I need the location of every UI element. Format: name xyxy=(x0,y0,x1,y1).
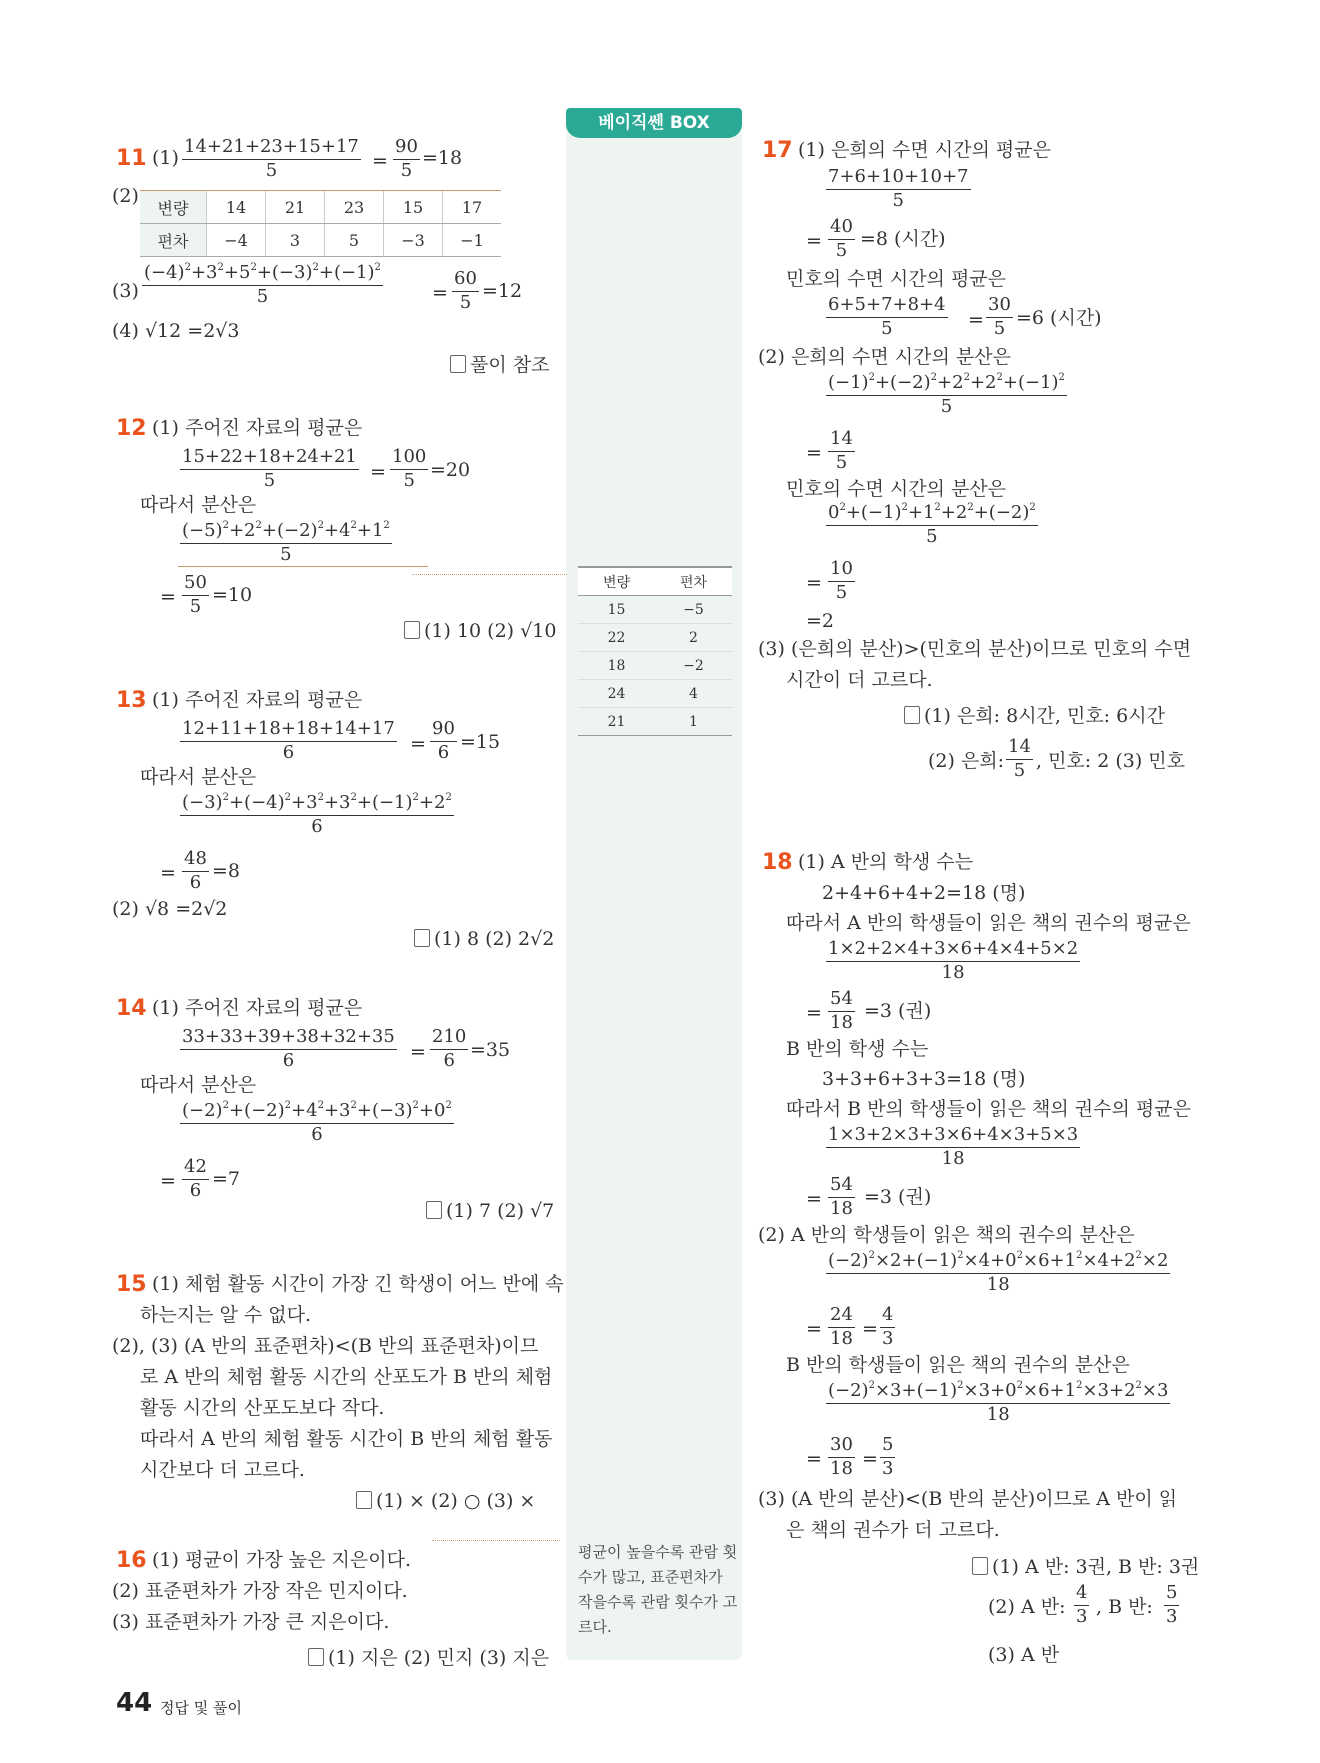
answer-icon xyxy=(904,706,920,724)
fraction: 24 18 xyxy=(830,1304,853,1349)
equals: = xyxy=(968,309,984,331)
result: =8 (시간) xyxy=(860,228,946,250)
equals: = xyxy=(862,1318,878,1340)
part-label: (2) xyxy=(112,185,139,207)
answer: (1) 지은 (2) 민지 (3) 지은 xyxy=(308,1643,549,1670)
result: =18 xyxy=(422,147,463,169)
text-line: 시간보다 더 고르다. xyxy=(140,1459,305,1481)
fraction: 14 5 xyxy=(1008,736,1031,781)
fraction: 14+21+23+15+17 5 xyxy=(184,136,359,181)
equals: = xyxy=(160,586,176,608)
equals: = xyxy=(806,1448,822,1470)
variance-fraction: $(-1)^2+(-2)^2+2^2+2^2+(-1)^2$ 5 xyxy=(828,372,1065,417)
part-line: (2) √8 =2√2 xyxy=(112,898,228,920)
equals: = xyxy=(806,1318,822,1340)
fraction: 14 5 xyxy=(830,428,853,473)
part-label: (3) xyxy=(112,280,139,302)
part-label: (1) xyxy=(152,147,179,169)
text-line: 2+4+6+4+2=18 (명) xyxy=(822,882,1026,904)
text-line: (2) A 반의 학생들이 읽은 책의 권수의 분산은 xyxy=(758,1224,1135,1246)
text-line: (1) 평균이 가장 높은 지은이다. xyxy=(152,1549,412,1571)
answer: 풀이 참조 xyxy=(450,350,549,377)
fraction: 40 5 xyxy=(830,216,853,261)
leader-line-16 xyxy=(432,1540,560,1541)
equals: = xyxy=(806,1002,822,1024)
answer: (1) A 반: 3권, B 반: 3권 xyxy=(972,1552,1199,1579)
result: =10 xyxy=(212,584,253,606)
text-line: (3) (A 반의 분산)<(B 반의 분산)이므로 A 반이 읽 xyxy=(758,1488,1178,1510)
text-line: 따라서 분산은 xyxy=(140,766,257,788)
fraction: 42 6 xyxy=(184,1156,207,1201)
equals: = xyxy=(862,1448,878,1470)
fraction: 48 6 xyxy=(184,848,207,893)
variance-fraction: $0^2+(-1)^2+1^2+2^2+(-2)^2$ 5 xyxy=(828,502,1036,547)
text-line: (3) 표준편차가 가장 큰 지은이다. xyxy=(112,1611,390,1633)
problem-number: 17 xyxy=(762,138,793,163)
equals: = xyxy=(806,230,822,252)
variance-fraction: $(-4)^2+3^2+5^2+(-3)^2+(-1)^2$ 5 xyxy=(144,262,381,307)
problem-number: 12 xyxy=(116,416,147,441)
text-line: (1) 체험 활동 시간이 가장 긴 학생이 어느 반에 속 xyxy=(152,1273,564,1295)
result: =6 (시간) xyxy=(1016,307,1102,329)
text-line: (1) A 반의 학생 수는 xyxy=(798,851,973,873)
equals: = xyxy=(370,461,386,483)
basic-box-sidebar xyxy=(566,110,742,1660)
fraction: 33+33+39+38+32+35 6 xyxy=(182,1026,395,1071)
highlight-underline xyxy=(178,566,428,567)
sidebar-deviation-table: 변량 편차 15 −5 22 2 18 −2 24 4 21 1 xyxy=(578,566,732,736)
equals: = xyxy=(410,733,426,755)
text-line: (2) 표준편차가 가장 작은 민지이다. xyxy=(112,1580,408,1602)
answer-icon xyxy=(356,1491,372,1509)
text-line: 따라서 B 반의 학생들이 읽은 책의 권수의 평균은 xyxy=(786,1098,1191,1120)
result: =3 (권) xyxy=(864,1000,932,1022)
page-number: 44 xyxy=(116,1688,153,1718)
fraction: 4 3 xyxy=(1076,1582,1088,1627)
text-line: (2) 은희의 수면 시간의 분산은 xyxy=(758,346,1011,368)
result: =15 xyxy=(460,731,501,753)
text-line: (2), (3) (A 반의 표준편차)<(B 반의 표준편차)이므 xyxy=(112,1335,539,1357)
fraction: 7+6+10+10+7 5 xyxy=(828,166,969,211)
text-line: 은 책의 권수가 더 고르다. xyxy=(786,1519,1000,1541)
text-line: 민호의 수면 시간의 분산은 xyxy=(786,478,1007,500)
fraction: 90 6 xyxy=(432,718,455,763)
result: =8 xyxy=(212,860,241,882)
answer: (1) × (2) ○ (3) × xyxy=(356,1490,535,1512)
answer-icon xyxy=(972,1557,988,1575)
result: =7 xyxy=(212,1168,241,1190)
result: =20 xyxy=(430,459,471,481)
answer: (1) 7 (2) √7 xyxy=(426,1200,554,1222)
text-line: B 반의 학생 수는 xyxy=(786,1038,929,1060)
result: =35 xyxy=(470,1039,511,1061)
text-line: B 반의 학생들이 읽은 책의 권수의 분산은 xyxy=(786,1354,1130,1376)
leader-line-12 xyxy=(412,574,567,575)
problem-number: 11 xyxy=(116,146,147,171)
answer-icon xyxy=(450,355,466,373)
problem-number: 15 xyxy=(116,1272,147,1297)
fraction: 90 5 xyxy=(395,136,418,181)
fraction: 5 3 xyxy=(1166,1582,1178,1627)
variance-fraction: $(-2)^2\times 3+(-1)^2\times 3+0^2\times 6+1^2\times 3+2^2\times 3$ 18 xyxy=(828,1380,1169,1425)
text-line: 활동 시간의 산포도보다 작다. xyxy=(140,1397,385,1419)
answer-icon xyxy=(404,621,420,639)
text-line: 민호의 수면 시간의 평균은 xyxy=(786,268,1007,290)
variance-fraction: $(-2)^2+(-2)^2+4^2+3^2+(-3)^2+0^2$ 6 xyxy=(182,1100,452,1145)
result: =12 xyxy=(482,280,523,302)
answer-icon xyxy=(308,1648,324,1666)
text-line: 시간이 더 고르다. xyxy=(786,669,933,691)
text-line: (1) 주어진 자료의 평균은 xyxy=(152,417,363,439)
fraction: 4 3 xyxy=(882,1304,894,1349)
answer: (1) 8 (2) 2√2 xyxy=(414,928,554,950)
answer-part: (3) A 반 xyxy=(988,1644,1060,1666)
footer-label: 정답 및 풀이 xyxy=(160,1699,242,1717)
problem-number: 18 xyxy=(762,850,793,875)
fraction: 12+11+18+18+14+17 6 xyxy=(182,718,395,763)
fraction: 60 5 xyxy=(454,268,477,313)
text-line: 하는지는 알 수 없다. xyxy=(140,1304,311,1326)
fraction: 15+22+18+24+21 5 xyxy=(182,446,357,491)
fraction: 5 3 xyxy=(882,1434,894,1479)
fraction: 210 6 xyxy=(432,1026,467,1071)
fraction: 30 18 xyxy=(830,1434,853,1479)
answer-part: , 민호: 2 (3) 민호 xyxy=(1036,750,1186,772)
fraction: 100 5 xyxy=(392,446,427,491)
variance-fraction: $(-3)^2+(-4)^2+3^2+3^2+(-1)^2+2^2$ 6 xyxy=(182,792,452,837)
equals: = xyxy=(806,1188,822,1210)
fraction: 1×2+2×4+3×6+4×4+5×2 18 xyxy=(828,938,1079,983)
answer: (1) 10 (2) √10 xyxy=(404,620,556,642)
fraction: 54 18 xyxy=(830,988,853,1033)
equals: = xyxy=(410,1041,426,1063)
text-line: 따라서 A 반의 학생들이 읽은 책의 권수의 평균은 xyxy=(786,912,1191,934)
problem-number: 13 xyxy=(116,688,147,713)
text-line: 따라서 분산은 xyxy=(140,494,257,516)
fraction: 6+5+7+8+4 5 xyxy=(828,294,946,339)
part-line: (4) √12 =2√3 xyxy=(112,320,240,342)
problem-number: 16 xyxy=(116,1548,147,1573)
fraction: 30 5 xyxy=(988,294,1011,339)
text-line: (1) 은희의 수면 시간의 평균은 xyxy=(798,139,1051,161)
variance-fraction: $(-5)^2+2^2+(-2)^2+4^2+1^2$ 5 xyxy=(182,520,390,565)
equals: = xyxy=(160,862,176,884)
fraction: 50 5 xyxy=(184,572,207,617)
text-line: (1) 주어진 자료의 평균은 xyxy=(152,997,363,1019)
text-line: (1) 주어진 자료의 평균은 xyxy=(152,689,363,711)
answer-icon xyxy=(414,929,430,947)
text-line: (3) (은희의 분산)>(민호의 분산)이므로 민호의 수면 xyxy=(758,638,1192,660)
text-line: 3+3+6+3+3=18 (명) xyxy=(822,1068,1026,1090)
answer-part: (2) 은희: xyxy=(928,750,1005,772)
equals: = xyxy=(372,150,388,172)
variance-fraction: $(-2)^2\times 2+(-1)^2\times 4+0^2\times 6+1^2\times 4+2^2\times 2$ 18 xyxy=(828,1250,1169,1295)
equals: = xyxy=(432,282,448,304)
answer-part: (2) A 반: xyxy=(988,1596,1066,1618)
answer-icon xyxy=(426,1201,442,1219)
deviation-table: 변량 14 21 23 15 17 편차 −4 3 5 −3 −1 xyxy=(140,190,501,257)
fraction: 1×3+2×3+3×6+4×3+5×3 18 xyxy=(828,1124,1079,1169)
fraction: 54 18 xyxy=(830,1174,853,1219)
equals: = xyxy=(806,572,822,594)
fraction: 10 5 xyxy=(830,558,853,603)
text-line: 따라서 분산은 xyxy=(140,1074,257,1096)
answer-part: , B 반: xyxy=(1096,1596,1153,1618)
text-line: 따라서 A 반의 체험 활동 시간이 B 반의 체험 활동 xyxy=(140,1428,553,1450)
equals: = xyxy=(160,1170,176,1192)
sidebar-note: 평균이 높을수록 관람 횟수가 많고, 표준편차가 작을수록 관람 횟수가 고르다. xyxy=(578,1543,738,1636)
text-line: 로 A 반의 체험 활동 시간의 산포도가 B 반의 체험 xyxy=(140,1366,553,1388)
result: =3 (권) xyxy=(864,1186,932,1208)
basic-box-title: 베이직쎈 BOX xyxy=(566,108,742,138)
answer: (1) 은희: 8시간, 민호: 6시간 xyxy=(904,701,1165,728)
result: =2 xyxy=(806,610,835,632)
problem-number: 14 xyxy=(116,996,147,1021)
equals: = xyxy=(806,442,822,464)
